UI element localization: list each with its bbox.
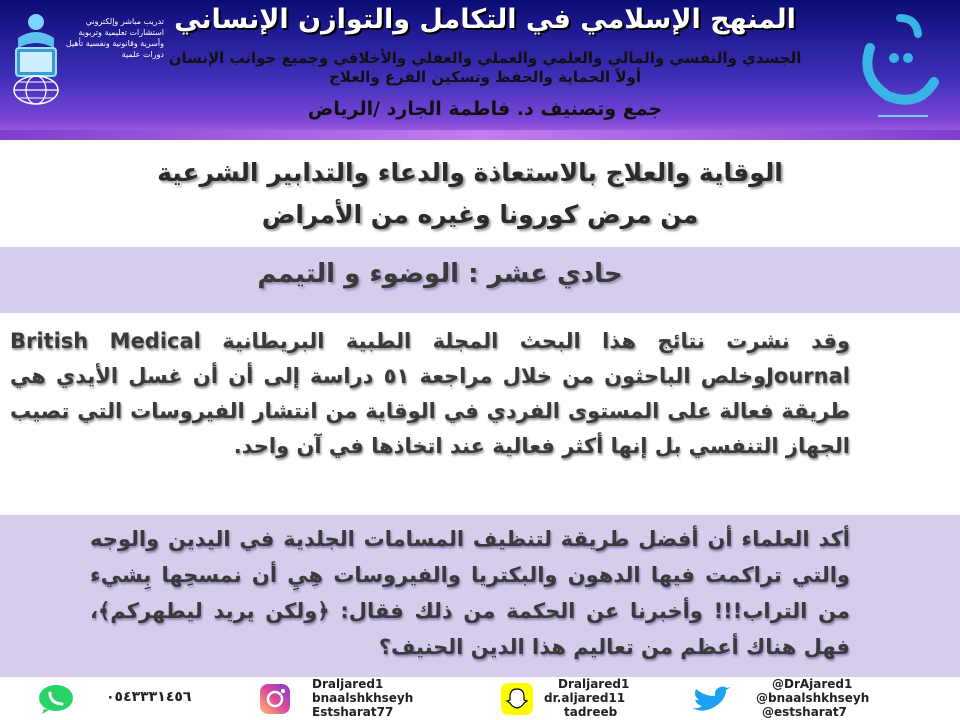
paragraph2-block (0, 515, 960, 677)
instagram-handle-1: Draljared1 (312, 677, 384, 691)
snapchat-handle-3: tadreeb (564, 705, 618, 719)
bn-logo-icon (848, 8, 952, 126)
whatsapp-icon (36, 683, 76, 715)
header-subtitle-line2: أولاً الحماية والحفظ وتسكين الفرع والعلاج (329, 68, 641, 86)
twitter-handle-1: @DrAjared1 (772, 677, 853, 691)
page-title-line2: من مرض كورونا وغيره من الأمراض (261, 200, 699, 229)
bn-logo (848, 8, 952, 126)
footer-contacts (0, 678, 960, 720)
instagram-handle-2: bnaalshkhseyh (312, 691, 414, 705)
footer-snapchat[interactable] (500, 678, 720, 720)
section-heading: حادي عشر : الوضوء و التيمم (257, 259, 623, 289)
snapchat-icon (500, 682, 534, 716)
twitter-handle-2: @bnaalshkhseyh (756, 691, 870, 705)
header-banner (0, 0, 960, 140)
twitter-icon (690, 686, 732, 714)
snapchat-handle-1: Draljared1 (558, 677, 630, 691)
section-band (0, 247, 960, 313)
header-subtitle-line1: الجسدي والنفسي والمالي والعلمي والعملي والعقلي والأخلاقي وجميع جوانب الإنسان (168, 49, 802, 67)
left-logo-caption: تدريب مباشر وإلكتروني استشارات تعليمية وتربوية وأسرية وقانونية ونفسية تأهيل دورات علمية (65, 17, 164, 59)
header-title: المنهج الإسلامي في التكامل والتوازن الإنساني (174, 4, 796, 35)
footer-instagram[interactable] (258, 678, 488, 720)
header-compiler: جمع وتصنيف د. فاطمة الجارد /الرياض (307, 98, 663, 120)
paragraph1-text: وقد نشرت نتائج هذا البحث المجلة الطبية البريطانية British Medical Journalوخلص الباحثون من خلال مراجعة ٥١ دراسة إلى أن أن غسل الأيدي هي طريقة فعالة على المستوى الفردي في الوقاية من انتشار الفيروسات التي تصيب الجهاز التنفسي بل إنها أكثر فعالية عند اتخاذها في آن واحد. (10, 329, 850, 458)
page-title-line1: الوقاية والعلاج بالاستعاذة والدعاء والتدابير الشرعية (157, 158, 783, 187)
whatsapp-number: ٠٥٤٣٣٣١٤٥٦ (106, 689, 192, 705)
footer-whatsapp[interactable] (36, 678, 246, 720)
footer-twitter[interactable] (690, 678, 952, 720)
computer-globe-icon (8, 8, 68, 118)
computer-globe-logo (8, 8, 168, 123)
title-block (0, 150, 960, 242)
instagram-handle-3: Estsharat77 (312, 705, 394, 719)
paragraph1-block (0, 320, 960, 510)
snapchat-handle-2: dr.aljared11 (544, 691, 626, 705)
header-stripe (0, 130, 960, 140)
twitter-handle-3: @estsharat7 (762, 705, 847, 719)
instagram-icon (258, 684, 292, 714)
paragraph2-text: أكد العلماء أن أفضل طريقة لتنظيف المسامات الجلدية في اليدين والوجه والتي تراكمت فيها الدهون والبكتريا والفيروسات هِيِ أن نمسحِها بِشيء من التراب!!! وأخبرنا عن الحكمة من ذلك فقال: ﴿ولكن يريد ليطهركم﴾، فهل هناك أعظم من تعاليم هذا الدين الحنيف؟ (90, 527, 850, 659)
